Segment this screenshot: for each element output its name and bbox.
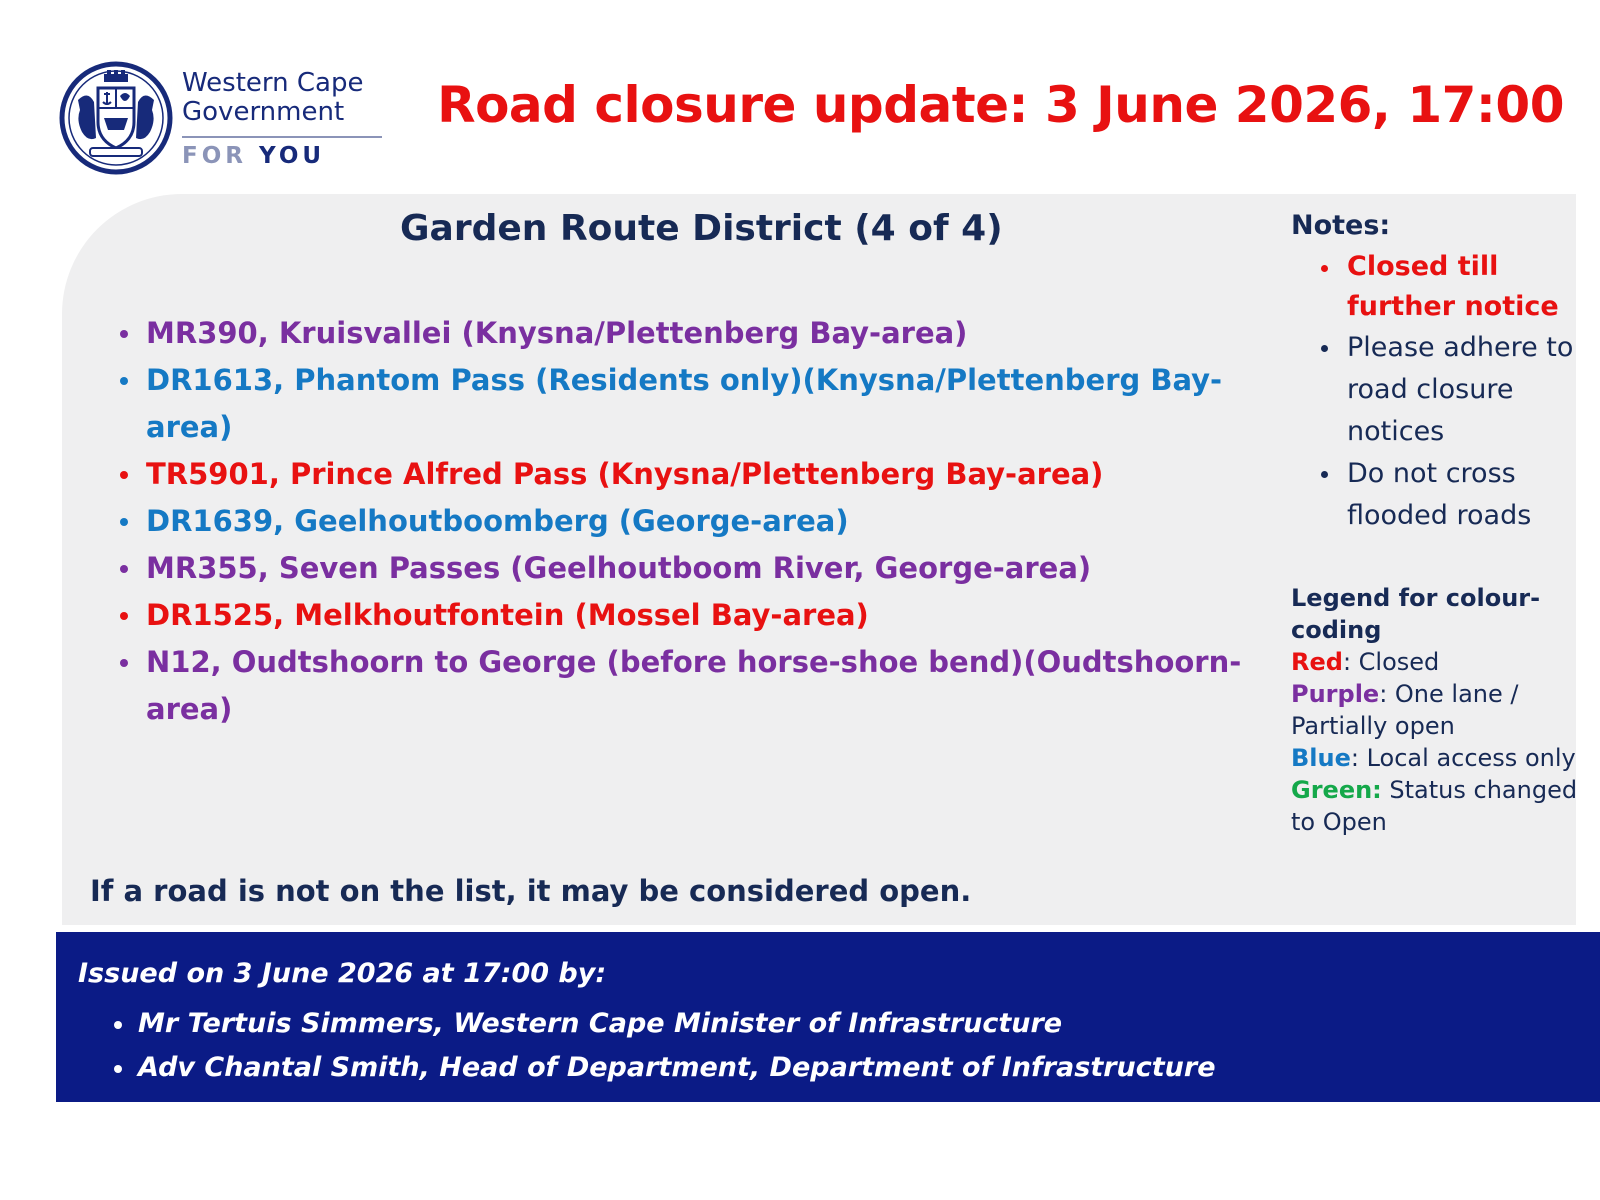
road-item xyxy=(112,545,1262,592)
note-item xyxy=(1291,247,1591,327)
bullet-icon xyxy=(114,1065,122,1073)
bullet-icon xyxy=(1321,471,1328,478)
legend-blue xyxy=(1291,742,1591,774)
legend-green-key: Green: xyxy=(1291,776,1382,804)
legend-red-key: Red xyxy=(1291,648,1343,676)
district-title: Garden Route District (4 of 4) xyxy=(400,208,1003,249)
issuer-item xyxy=(108,1002,1216,1046)
road-text: MR390, Kruisvallei (Knysna/Plettenberg Bay-area) xyxy=(146,316,968,350)
note-text: Please adhere to road closure notices xyxy=(1347,332,1574,447)
bullet-icon xyxy=(120,377,128,385)
bullet-icon xyxy=(120,659,128,667)
road-item xyxy=(112,498,1262,545)
road-text: MR355, Seven Passes (Geelhoutboom River, George-area) xyxy=(146,551,1092,585)
bullet-icon xyxy=(120,471,128,479)
note-item xyxy=(1291,453,1591,537)
road-item xyxy=(112,639,1262,733)
bullet-icon xyxy=(114,1021,122,1029)
bullet-icon xyxy=(1321,345,1328,352)
notes-section xyxy=(1291,210,1591,537)
road-item xyxy=(112,357,1262,451)
road-text: DR1639, Geelhoutboomberg (George-area) xyxy=(146,504,849,538)
legend-purple-key: Purple xyxy=(1291,680,1380,708)
legend-red-value: : Closed xyxy=(1342,648,1440,676)
logo-tag-you: YOU xyxy=(259,143,326,169)
note-text: Do not cross flooded roads xyxy=(1347,458,1532,531)
logo-tagline xyxy=(182,143,325,169)
legend-green xyxy=(1291,774,1591,838)
coat-of-arms-icon xyxy=(58,60,174,176)
road-item xyxy=(112,451,1262,498)
issuer-text: Mr Tertuis Simmers, Western Cape Minister of Infrastructure xyxy=(138,1008,1063,1039)
bullet-icon xyxy=(120,518,128,526)
western-cape-government-logo xyxy=(58,60,388,178)
legend-blue-key: Blue xyxy=(1291,744,1351,772)
road-text: TR5901, Prince Alfred Pass (Knysna/Plettenberg Bay-area) xyxy=(146,457,1104,491)
notes-title: Notes: xyxy=(1291,210,1391,241)
road-text: N12, Oudtshoorn to George (before horse-shoe bend)(Oudtshoorn-area) xyxy=(146,645,1242,726)
issued-by-footer xyxy=(56,932,1600,1102)
legend-purple-value: : One lane / Partially open xyxy=(1291,680,1519,740)
legend-red xyxy=(1291,646,1591,678)
logo-line-2: Government xyxy=(182,97,345,127)
road-closure-list xyxy=(112,310,1262,733)
note-text: Closed till further notice xyxy=(1347,251,1559,322)
issuer-item xyxy=(108,1046,1216,1090)
road-item xyxy=(112,592,1262,639)
colour-legend xyxy=(1291,582,1591,838)
bullet-icon xyxy=(120,565,128,573)
legend-blue-value: : Local access only xyxy=(1350,744,1576,772)
note-item xyxy=(1291,327,1591,453)
road-item xyxy=(112,310,1262,357)
issuer-list xyxy=(108,1002,1216,1090)
logo-tag-for: FOR xyxy=(182,143,247,169)
page-headline: Road closure update: 3 June 2026, 17:00 xyxy=(437,76,1564,134)
logo-line-1: Western Cape xyxy=(182,68,364,98)
bullet-icon xyxy=(1321,265,1328,272)
issuer-text: Adv Chantal Smith, Head of Department, Department of Infrastructure xyxy=(138,1052,1216,1083)
legend-title: Legend for colour-coding xyxy=(1291,584,1541,644)
bullet-icon xyxy=(120,330,128,338)
open-roads-footnote: If a road is not on the list, it may be considered open. xyxy=(90,874,972,908)
road-text: DR1525, Melkhoutfontein (Mossel Bay-area) xyxy=(146,598,869,632)
legend-green-value: Status changed to Open xyxy=(1291,776,1578,836)
notes-list xyxy=(1291,247,1591,537)
logo-divider xyxy=(182,136,382,138)
footer-title: Issued on 3 June 2026 at 17:00 by: xyxy=(78,958,607,989)
bullet-icon xyxy=(120,612,128,620)
road-text: DR1613, Phantom Pass (Residents only)(Knysna/Plettenberg Bay-area) xyxy=(146,363,1223,444)
legend-purple xyxy=(1291,678,1591,742)
